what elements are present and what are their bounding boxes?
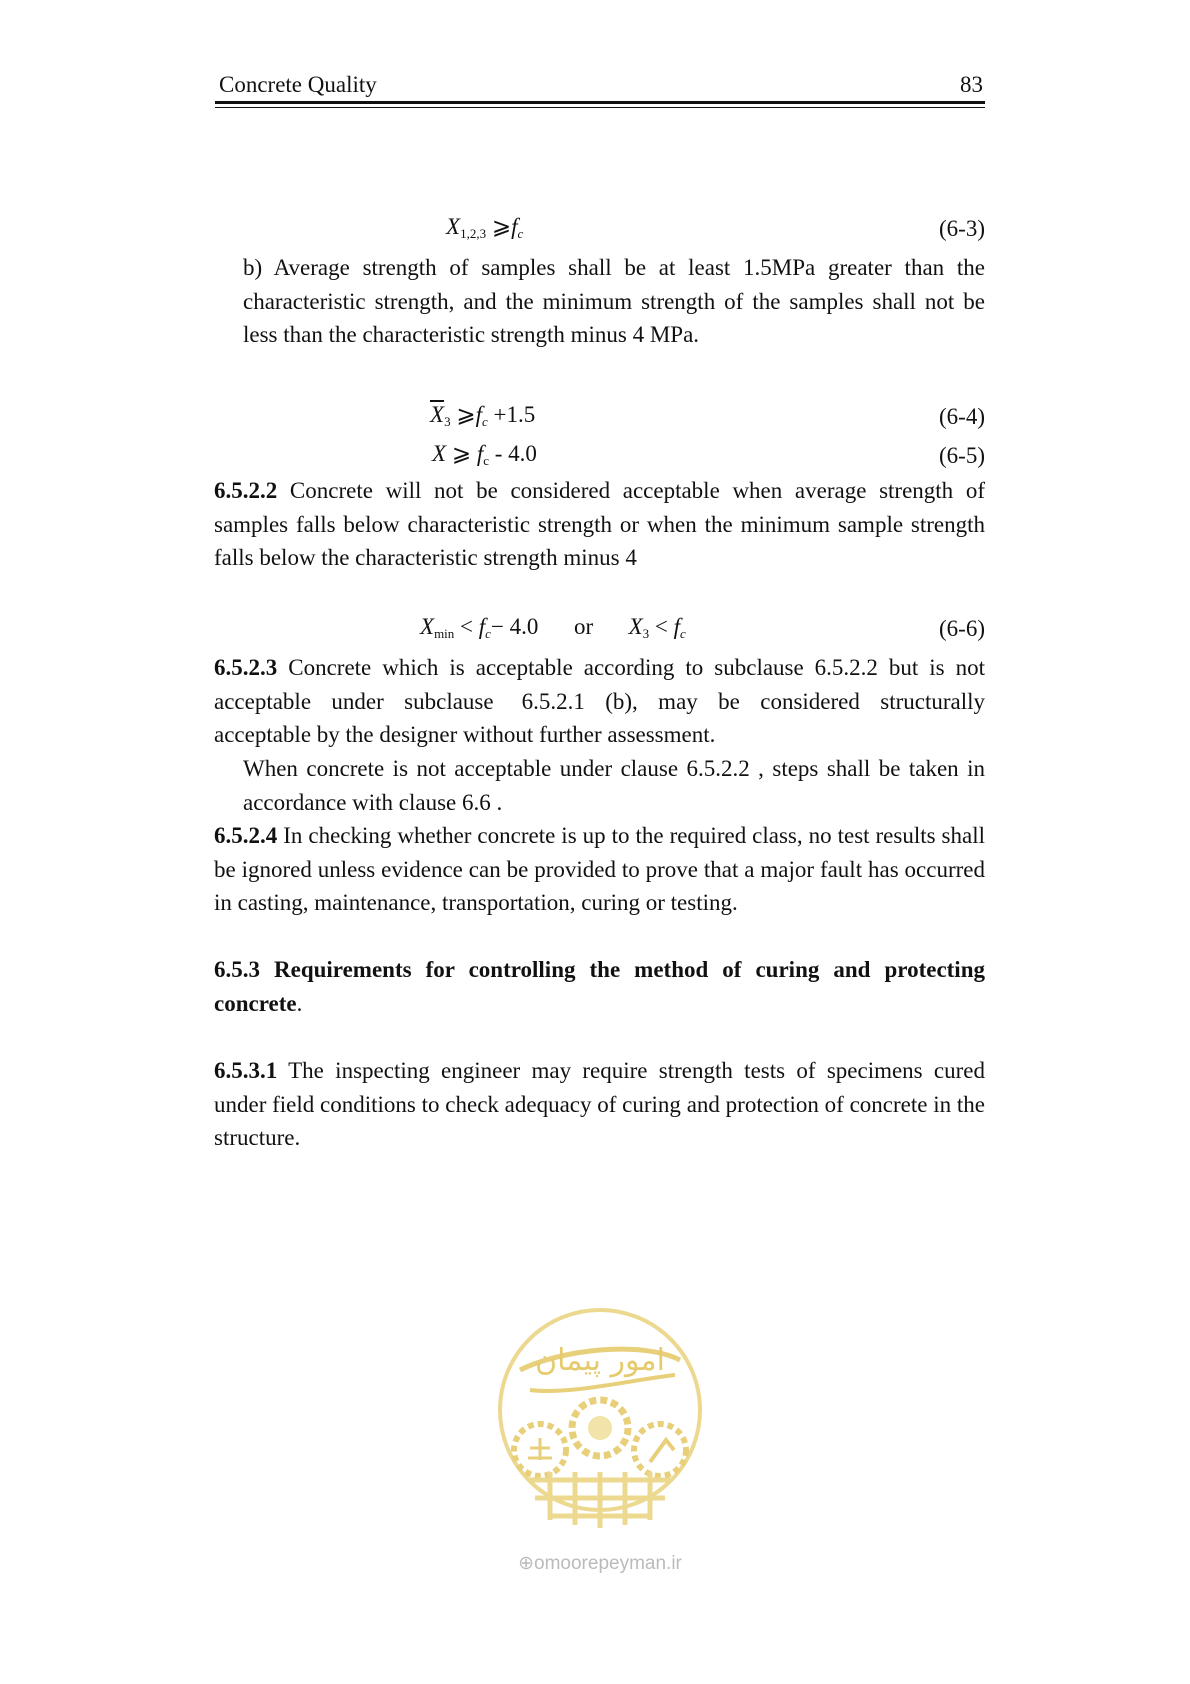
logo-script-text: امور پیمان (535, 1343, 665, 1378)
header-rule-thick (215, 101, 985, 104)
scales-icon (528, 1438, 552, 1460)
clause-number: 6.5.2.2 (214, 478, 278, 503)
watermark-logo (490, 1300, 710, 1550)
equation-number-6-4: (6-4) (939, 404, 985, 429)
clause-6-5-2-4: 6.5.2.4 In checking whether concrete is up to the required class, no test results shall be ignored unless evidence can be provided to prove that a major fault has occurred in casting, maintenance, transportation, curing or testing. (214, 823, 985, 915)
equation-6-6: $X_{min} < f_c- 4.0$ or $X_3 < f_c$ (420, 614, 686, 641)
globe-icon: ⊕ (518, 1553, 535, 1574)
page-number: 83 (960, 72, 983, 97)
clause-6-5-2-2: 6.5.2.2 Concrete will not be considered acceptable when average strength of samples falls below characteristic strength or when the minimum sample strength falls below the characteristic strength minus 4 (214, 478, 985, 570)
clause-number: 6.5.2.4 (214, 823, 278, 848)
equation-6-4: $\overline{X}_3$ $⩾f_c +1.5$ (430, 402, 536, 429)
equation-number-6-6: (6-6) (939, 616, 985, 641)
excavator-icon (650, 1440, 674, 1462)
paragraph-when: When concrete is not acceptable under clause 6.5.2.2 , steps shall be taken in accordance with clause 6.6 . (243, 756, 985, 815)
header-rule-thin (215, 107, 985, 108)
equation-number-6-5: (6-5) (939, 443, 985, 468)
watermark-url: ⊕omoorepeyman.ir (518, 1553, 682, 1574)
logo-brick-grid (530, 1472, 670, 1528)
header-title: Concrete Quality (219, 72, 377, 97)
equation-number-6-3: (6-3) (939, 216, 985, 241)
clause-number: 6.5.2.3 (214, 655, 278, 680)
clause-6-5-2-3: 6.5.2.3 Concrete which is acceptable according to subclause 6.5.2.2 but is not acceptable under subclause 6.5.2.1 (b), may be considered structurally acceptable by the designer without further assessment. (214, 655, 985, 747)
section-heading-6-5-3: 6.5.3 Requirements for controlling the method of curing and protecting concrete. (214, 957, 985, 1016)
equation-6-5: X ⩾ $f_c - 4.0$ (432, 441, 537, 468)
worker-icon (588, 1416, 612, 1440)
clause-number: 6.5.3.1 (214, 1058, 278, 1083)
paragraph-b: b) Average strength of samples shall be at least 1.5MPa greater than the characteristic strength, and the minimum strength of the samples shall not be less than the characteristic strength minus 4 MPa. (243, 255, 985, 347)
equation-6-3: $X_{1,2,3}$ $⩾f_c$ (446, 214, 524, 241)
clause-6-5-3-1: 6.5.3.1 The inspecting engineer may require strength tests of specimens cured under field conditions to check adequacy of curing and protection of concrete in the structure. (214, 1058, 985, 1150)
